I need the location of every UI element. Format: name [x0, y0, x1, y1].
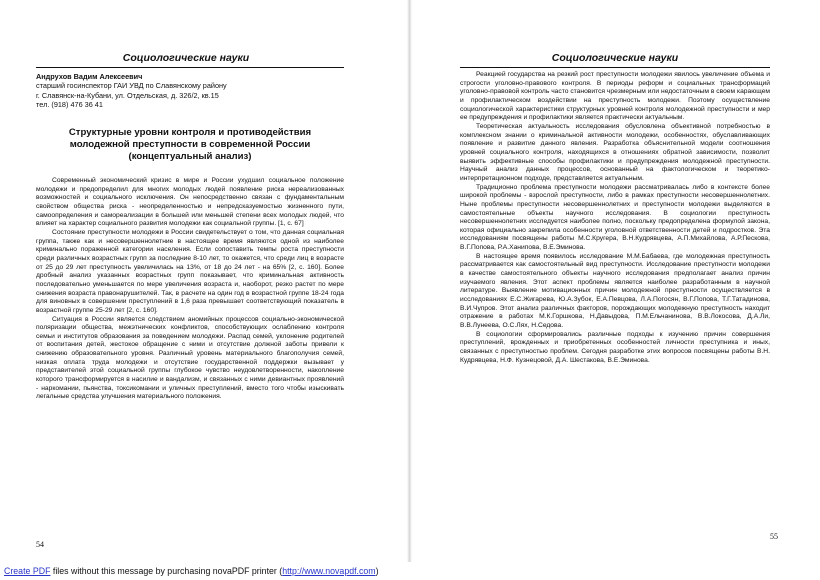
right-header-rule: [460, 67, 770, 68]
left-page: [0, 0, 410, 562]
footer-middle-text: files without this message by purchasing novaPDF printer (: [50, 566, 283, 576]
author-block: [36, 72, 336, 110]
footer-end-text: ): [375, 566, 379, 576]
author-phone: тел. (918) 476 36 41: [36, 100, 103, 110]
right-page: [410, 0, 820, 562]
left-header-rule: [36, 67, 344, 68]
body-paragraph: В настоящее время появилось исследование М.М.Бабаева, где молодежная преступность рассматривается как самостоятельный вид преступности. Исследование преступности молодежи в качестве самостоятельного объекты научного исследования предполагает анализ причин изучаемого явления. Этот аспект проблемы является наиболее разработанным в научной литературе. Выявление мотивационных причин молодежной преступности осуществляется в исследованиях Е.С.Жигарева, Ю.А.Зубок, Е.А.Певцова, Л.А.Погосян, В.Г.Попова, Т.Г.Татадинова, В.И.Чупров. Этот анализ различных факторов, порождающих молодежную преступность находит отражение в работах М.К.Горшкова, Н.Давыдова, П.М.Ельчанинова, В.В.Локосова, Д.А.Ли, В.В.Лунеева, О.С.Лях, Н.Седова.: [460, 252, 770, 330]
create-pdf-link[interactable]: Create PDF: [4, 566, 51, 576]
left-running-head: Социологические науки: [122, 52, 250, 64]
body-paragraph: Традиционно проблема преступности молодежи рассматривалась либо в контексте более широкой проблемы - взрослой преступности, либо в рамках преступности несовершеннолетних. Ныне проблемы преступности несовершеннолетних и преступности молодежи выделяются в самостоятельные объекты научного исследования. В социологии преступность несовершеннолетних исследуется наиболее полно, поскольку предопределена формулой закона, которая официально закрепила особенности уголовной ответственности детей и подростков. Эта исследованиям посвящены работы М.С.Кругера, В.Н.Кудрявцева, А.П.Михайлова, А.Р.Пескова, В.Г.Попова, Р.А.Ханипова, В.Е.Эминова.: [460, 183, 770, 252]
body-paragraph: Теоретическая актуальность исследования обусловлена объективной потребностью в комплексном знании о криминальной активности молодежи, особенностях, обуславливающих появление и развитие данного явления. Разработка объяснительной модели соотношения уровней социального контроля, находящихся в отношениях обратной зависимости, позволит выявить эффективные способы профилактики и предупреждения молодежной преступности. Научный анализ данных процессов, основанный на фактологическом и теоретико-интерпретационном подходе, представляется актуальным.: [460, 122, 770, 182]
body-paragraph: Состояние преступности молодежи в России свидетельствует о том, что данная социальная группа, также как и несовершеннолетние в настоящее время являются одной из наиболее криминально пораженной категории населения. Если сопоставить темпы роста преступности среди различных возрастных групп за последние 8-10 лет, то окажется, что среди лиц в возрасте от 25 до 29 лет преступность увеличилась на 13%, от 18 до 24 лет - на 65% [2, с. 160]. Более дробный анализ указанных возрастных групп показывает, что криминальная активность последовательно уменьшается по мере увеличения возраста и, наоборот, резко растет по мере снижения возраста правонарушителей. Так, в расчете на один год в возрастной группе 18-24 года для виновных в совершении преступлений в 1,6 раза превышает соответствующий показатель в возрастной группе 25-29 лет [2, с. 160].: [36, 228, 344, 314]
body-paragraph: Ситуация в России является следствием аномийных процессов социально-экономической поляризации общества, межэтнических конфликтов, способствующих ослаблению контроля семьи и институтов образования за поведением молодежи. Распад семей, уклонение родителей от воспитания детей, жестокое обращение с ними и отсутствие должной заботы привели к снижению образовательного уровня. Различный уровень материального благополучия семей, низкая оплата труда молодежи и отсутствие государственной поддержки вызывает у представителей этой социальной группы глубокое чувство неудовлетворенности, накопление которого трансформируется в насилие и вандализм, и связанных с ними девиантных проявлений - наркомании, пьянства, токсикомании и уличных преступлений, вместо того чтобы изыскивать легальные средства улучшения материального положения.: [36, 315, 344, 401]
left-body-text: [36, 177, 344, 402]
left-page-number: 54: [36, 540, 44, 549]
novapdf-url-link[interactable]: http://www.novapdf.com: [282, 566, 376, 576]
author-address: г. Славянск-на-Кубани, ул. Отдельская, д. 326/2, кв.15: [36, 90, 219, 100]
pdf-watermark-footer: [4, 563, 816, 579]
article-title-line: Структурные уровни контроля и противодействия: [68, 127, 312, 138]
article-title-line: (концептуальный анализ): [128, 151, 252, 162]
right-running-head: Социологические науки: [551, 52, 679, 64]
article-title-line: молодежной преступности в современной России: [69, 139, 311, 150]
body-paragraph: Современный экономический кризис в мире и России ухудшил социальное положение молодежи и предопределил для многих молодых людей появление риска нереализованных возможностей и социального исключения. Он непосредственно связан с фундаментальным свойством общества риска - неопределенностью и непредсказуемостью жизненного пути, самоопределения и самореализации в большей или меньшей степени всех молодых людей, что влияет на характер социального развития молодежи как социальной группы. [1, с. 67]: [36, 177, 344, 228]
right-body-text: [460, 71, 770, 365]
author-name: Андрухов Вадим Алексеевич: [36, 72, 143, 81]
article-title: [36, 127, 344, 163]
right-page-number: 55: [770, 532, 778, 541]
author-position: старший госинспектор ГАИ УВД по Славянскому району: [36, 81, 227, 91]
body-paragraph: Реакцией государства на резкий рост преступности молодежи явилось увеличение объема и строгости уголовно-правового контроля. В периоды реформ и социальных трансформаций уголовно-правовой контроль часто становится чрезмерным или недостаточным в своем карающем и профилактическом воздействии на преступность молодежи. Поэтому осуществление социологической характеристики структурных уровней контроля молодежной преступности и мер ее предупреждения и профилактики является практически актуальным.: [460, 71, 770, 122]
body-paragraph: В социологии сформировались различные подходы к изучению причин совершения преступлений, врожденных и приобретенных особенностей личности преступника и иных, связанных с преступностью проблем. Сегодня разработке этих вопросов посвящены работы В.Н. Кудрявцева, Н.Ф. Кузнецовой, Д.А. Шестакова, В.Е.Эминова.: [460, 330, 770, 364]
